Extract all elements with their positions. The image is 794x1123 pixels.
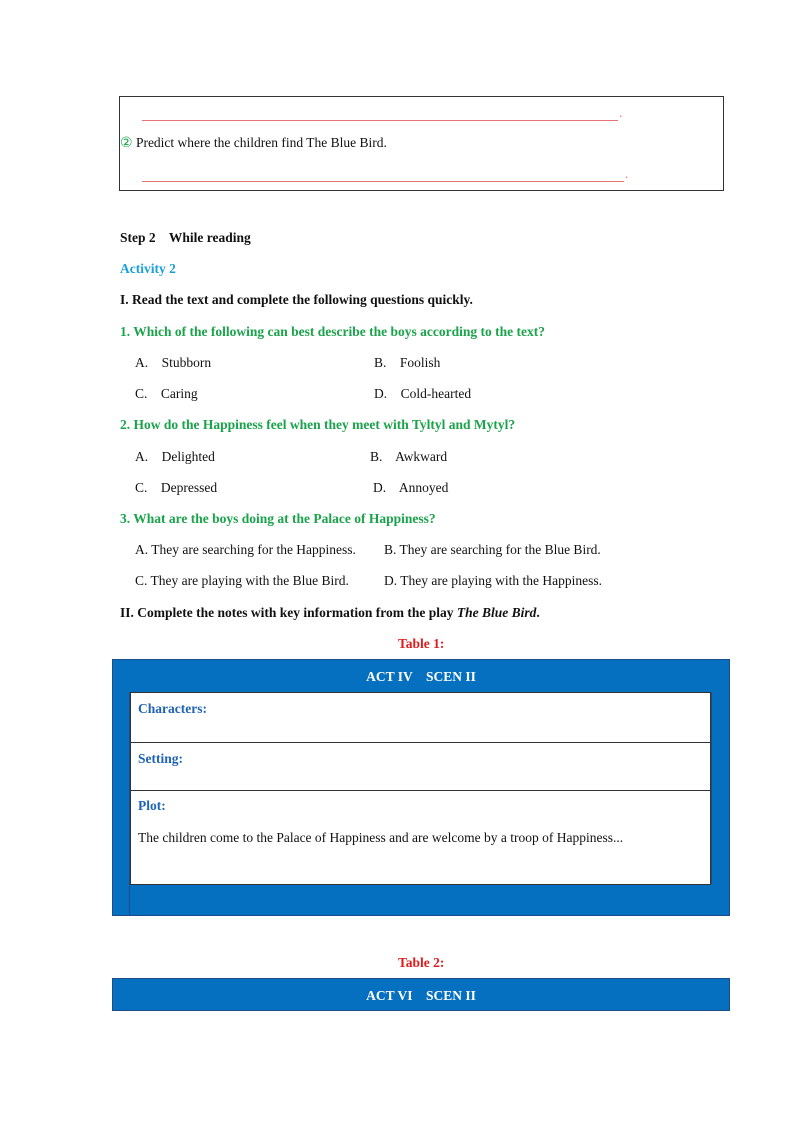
setting-label: Setting: [138,751,183,766]
question-3: 3. What are the boys doing at the Palace of Happiness? [120,511,436,526]
q2-option-c[interactable]: C. Depressed [135,480,218,495]
plot-label: Plot: [138,798,166,813]
q3-option-b[interactable]: B. They are searching for the Blue Bird. [384,542,601,557]
step-heading: Step 2 While reading [120,230,251,245]
table2-header: ACT VI SCEN II [366,988,476,1003]
part2-heading-text: II. Complete the notes with key information from the play [120,605,457,620]
q2-option-d[interactable]: D. Annoyed [373,480,449,495]
table1-header: ACT IV SCEN II [366,669,476,684]
q2-option-a[interactable]: A. Delighted [135,449,215,464]
prediction-question-2-text: Predict where the children find The Blue Bird. [132,135,387,150]
q1-option-c[interactable]: C. Caring [135,386,198,401]
part2-heading-period: . [536,605,540,620]
q1-option-b[interactable]: B. Foolish [374,355,441,370]
table2 [112,978,730,1011]
answer-line-1-period: . [619,105,623,120]
part1-heading: I. Read the text and complete the following questions quickly. [120,292,473,307]
table1-right-divider [711,692,712,884]
prediction-answer-box [119,96,724,191]
prediction-question-2 [120,135,387,152]
q3-option-d[interactable]: D. They are playing with the Happiness. [384,573,602,588]
plot-text: The children come to the Palace of Happiness and are welcome by a troop of Happiness... [138,830,624,845]
activity-heading: Activity 2 [120,261,176,276]
setting-cell[interactable] [130,742,711,791]
characters-cell[interactable] [130,692,711,743]
answer-line-1[interactable] [142,120,618,121]
q3-option-c[interactable]: C. They are playing with the Blue Bird. [135,573,349,588]
q2-option-b[interactable]: B. Awkward [370,449,448,464]
answer-line-2[interactable] [142,181,624,182]
q3-option-a[interactable]: A. They are searching for the Happiness. [135,542,356,557]
part2-heading [120,605,540,621]
q1-option-a[interactable]: A. Stubborn [135,355,212,370]
q1-option-d[interactable]: D. Cold-hearted [374,386,472,401]
table1 [112,659,730,916]
answer-line-2-period: . [625,166,629,181]
plot-cell[interactable] [130,790,711,885]
table1-caption: Table 1: [398,636,445,651]
table2-caption: Table 2: [398,955,445,970]
question-2: 2. How do the Happiness feel when they meet with Tyltyl and Mytyl? [120,417,516,432]
circled-number-2: ② [120,136,133,151]
question-1: 1. Which of the following can best describe the boys according to the text? [120,324,545,339]
play-title: The Blue Bird [456,605,537,620]
characters-label: Characters: [138,701,207,716]
